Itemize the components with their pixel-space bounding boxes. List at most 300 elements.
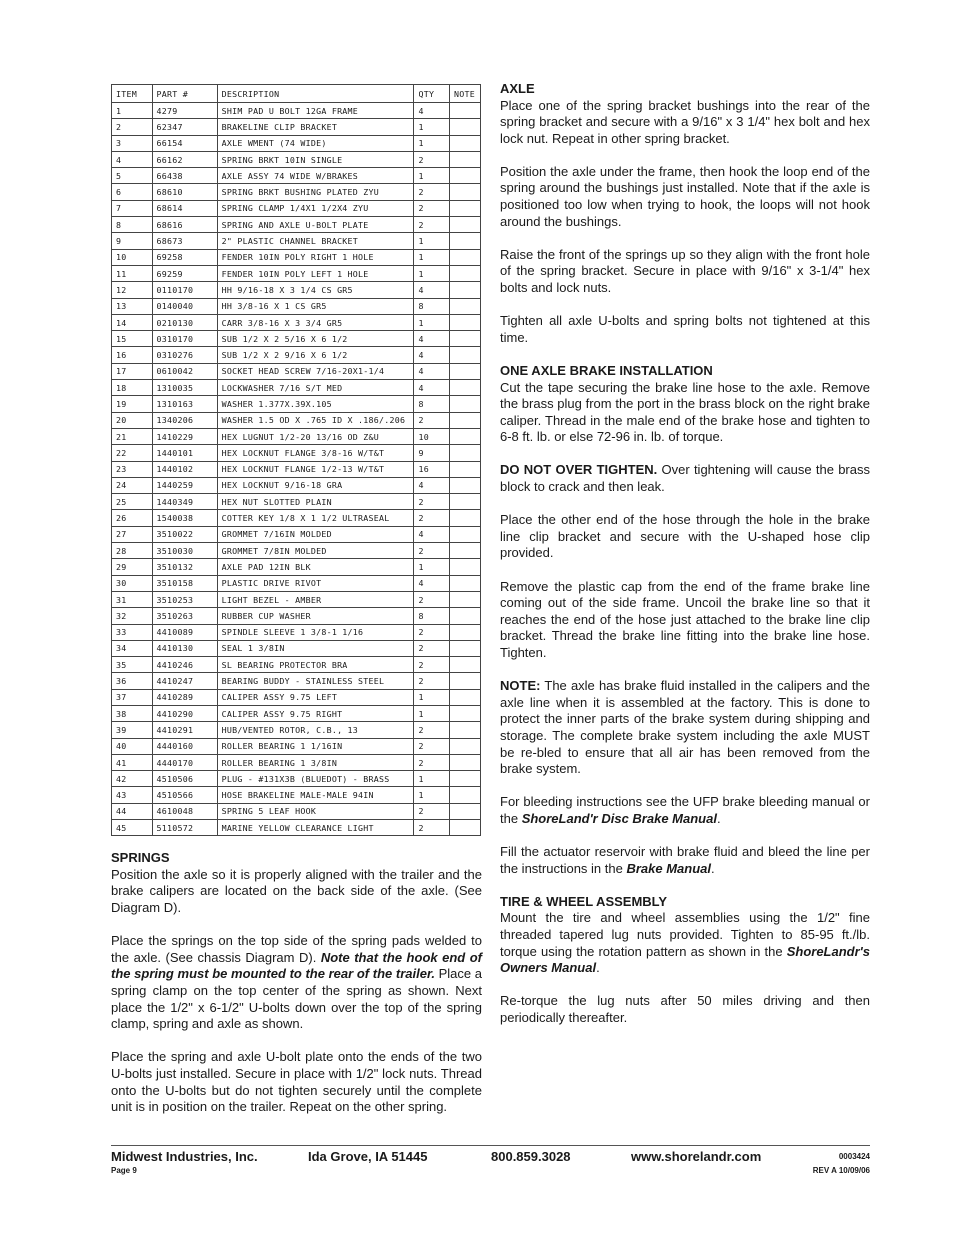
page-footer (111, 1145, 870, 1175)
cell-description: SPRING BRKT BUSHING PLATED ZYU (217, 184, 414, 200)
cell-note (450, 477, 481, 493)
brake-note-text: The axle has brake fluid installed in the calipers and the axle line when it is assembled at the factory. This is done to protect the inner parts of the brake system during shipping and storage. The complete brake system including the axle MUST be re-bled to ensure that all air has been removed from the brake system. (500, 678, 870, 777)
cell-part: 4440160 (152, 738, 217, 754)
brake-paragraph-2 (500, 462, 870, 495)
cell-part: 68673 (152, 233, 217, 249)
cell-part: 0140040 (152, 298, 217, 314)
cell-qty: 1 (414, 135, 450, 151)
cell-part: 4410130 (152, 640, 217, 656)
cell-note (450, 265, 481, 281)
table-row (112, 135, 481, 151)
cell-part: 4410289 (152, 689, 217, 705)
cell-description: SUB 1/2 X 2 9/16 X 6 1/2 (217, 347, 414, 363)
brake-warning: DO NOT OVER TIGHTEN. (500, 462, 658, 478)
cell-part: 1310163 (152, 396, 217, 412)
cell-description: LOCKWASHER 7/16 S/T MED (217, 380, 414, 396)
table-row (112, 624, 481, 640)
brake-title: ONE AXLE BRAKE INSTALLATION (500, 363, 713, 378)
cell-item: 17 (112, 363, 153, 379)
tire-paragraph-2: Re-torque the lug nuts after 50 miles driving and then periodically thereafter. (500, 993, 870, 1025)
cell-description: HEX LUGNUT 1/2-20 13/16 OD Z&U (217, 428, 414, 444)
tire-title: TIRE & WHEEL ASSEMBLY (500, 893, 668, 909)
cell-description: HUB/VENTED ROTOR, C.B., 13 (217, 722, 414, 738)
cell-note (450, 494, 481, 510)
cell-qty: 4 (414, 282, 450, 298)
cell-note (450, 575, 481, 591)
cell-note (450, 559, 481, 575)
cell-description: AXLE PAD 12IN BLK (217, 559, 414, 575)
header-description: DESCRIPTION (217, 85, 414, 103)
cell-description: SPRING CLAMP 1/4X1 1/2X4 ZYU (217, 200, 414, 216)
cell-description: SEAL 1 3/8IN (217, 640, 414, 656)
axle-paragraph-1: Place one of the spring bracket bushings into the rear of the spring bracket and secure with a 9/16" x 3 1/4" hex bolt and hex lock nut. Repeat in other spring bracket. (500, 97, 870, 146)
cell-item: 38 (112, 705, 153, 721)
cell-qty: 1 (414, 559, 450, 575)
cell-description: CARR 3/8-16 X 3 3/4 GR5 (217, 314, 414, 330)
cell-note (450, 689, 481, 705)
cell-description: BEARING BUDDY - STAINLESS STEEL (217, 673, 414, 689)
table-row (112, 184, 481, 200)
cell-item: 16 (112, 347, 153, 363)
brake-p6-text-c: . (716, 810, 721, 826)
cell-qty: 2 (414, 217, 450, 233)
cell-note (450, 624, 481, 640)
table-row (112, 754, 481, 770)
springs-paragraph-1: Position the axle so it is properly aligned with the trailer and the brake calipers are located on the back side of the axle. (See Diagram D). (111, 866, 482, 916)
cell-description: WASHER 1.5 OD X .765 ID X .186/.206 (217, 412, 414, 428)
cell-qty: 4 (414, 575, 450, 591)
cell-qty: 2 (414, 184, 450, 200)
cell-item: 36 (112, 673, 153, 689)
cell-item: 12 (112, 282, 153, 298)
brake-note-label: NOTE: (500, 678, 541, 694)
cell-part: 1440349 (152, 494, 217, 510)
parts-table-header (112, 85, 481, 103)
table-row (112, 428, 481, 444)
cell-description: AXLE WMENT (74 WIDE) (217, 135, 414, 151)
cell-description: SPRING 5 LEAF HOOK (217, 803, 414, 819)
cell-note (450, 363, 481, 379)
cell-part: 0310170 (152, 331, 217, 347)
cell-part: 68616 (152, 217, 217, 233)
table-row (112, 494, 481, 510)
footer-revision: REV A 10/09/06 (812, 1166, 870, 1175)
cell-item: 6 (112, 184, 153, 200)
cell-description: LIGHT BEZEL - AMBER (217, 591, 414, 607)
parts-table-body (112, 103, 481, 836)
cell-part: 4410089 (152, 624, 217, 640)
cell-item: 25 (112, 494, 153, 510)
cell-part: 66438 (152, 168, 217, 184)
springs-title: SPRINGS (111, 850, 170, 866)
cell-part: 62347 (152, 119, 217, 135)
cell-part: 1340206 (152, 412, 217, 428)
cell-item: 14 (112, 314, 153, 330)
cell-note (450, 722, 481, 738)
cell-note (450, 282, 481, 298)
axle-title: AXLE (500, 81, 535, 96)
table-row (112, 608, 481, 624)
cell-part: 1440102 (152, 461, 217, 477)
cell-part: 4510566 (152, 787, 217, 803)
springs-p2-text-a: Place the springs on the top side of the spring pads welded to the axle. (See chassis Diagram D). (111, 933, 482, 965)
cell-description: GROMMET 7/16IN MOLDED (217, 526, 414, 542)
brake-paragraph-4: Remove the plastic cap from the end of the frame brake line coming out of the side frame. Uncoil the brake line so that it reaches the end of the hose just attached to the brake line clip bracket. Thread the brake line fitting into the brake line hose. Tighten. (500, 578, 870, 660)
right-column (500, 81, 870, 1043)
table-row (112, 705, 481, 721)
cell-item: 43 (112, 787, 153, 803)
cell-part: 66162 (152, 151, 217, 167)
table-row (112, 119, 481, 135)
brake-p7-text-c: . (711, 860, 715, 876)
cell-description: SOCKET HEAD SCREW 7/16-20X1-1/4 (217, 363, 414, 379)
cell-description: RUBBER CUP WASHER (217, 608, 414, 624)
cell-description: HEX LOCKNUT 9/16-18 GRA (217, 477, 414, 493)
cell-qty: 1 (414, 705, 450, 721)
cell-item: 37 (112, 689, 153, 705)
cell-qty: 2 (414, 803, 450, 819)
brake-p6-text-a: For bleeding instructions see the UFP brake bleeding manual or the (500, 794, 870, 826)
cell-part: 4440170 (152, 754, 217, 770)
cell-note (450, 657, 481, 673)
cell-item: 11 (112, 265, 153, 281)
cell-qty: 2 (414, 200, 450, 216)
table-row (112, 380, 481, 396)
cell-qty: 4 (414, 380, 450, 396)
cell-note (450, 298, 481, 314)
cell-item: 10 (112, 249, 153, 265)
springs-paragraph-3: Place the spring and axle U-bolt plate onto the ends of the two U-bolts just installed. Secure in place with 1/2" lock nuts. Thread onto the U-bolts but do not tighten securely until the complete unit is in position on the trailer. Repeat on the other spring. (111, 1049, 482, 1115)
cell-qty: 2 (414, 151, 450, 167)
cell-note (450, 738, 481, 754)
cell-part: 5110572 (152, 820, 217, 836)
cell-note (450, 803, 481, 819)
cell-note (450, 526, 481, 542)
footer-company: Midwest Industries, Inc. (111, 1149, 258, 1164)
table-row (112, 543, 481, 559)
cell-description: CALIPER ASSY 9.75 LEFT (217, 689, 414, 705)
cell-item: 24 (112, 477, 153, 493)
cell-part: 1310035 (152, 380, 217, 396)
cell-item: 20 (112, 412, 153, 428)
cell-part: 4510506 (152, 771, 217, 787)
brake-paragraph-1: Cut the tape securing the brake line hose to the axle. Remove the brass plug from the port in the brass block on the right brake caliper. Thread in the male end of the brake hose and tighten to 6-8 ft. lb. or else 72-96 in. lb. of torque. (500, 379, 870, 445)
cell-description: PLASTIC DRIVE RIVOT (217, 575, 414, 591)
footer-website: www.shorelandr.com (631, 1149, 762, 1164)
cell-description: SPRING AND AXLE U-BOLT PLATE (217, 217, 414, 233)
footer-phone: 800.859.3028 (491, 1149, 571, 1164)
cell-qty: 1 (414, 265, 450, 281)
tire-paragraph-1 (500, 910, 870, 976)
table-row (112, 820, 481, 836)
cell-qty: 1 (414, 689, 450, 705)
cell-part: 4279 (152, 103, 217, 119)
cell-note (450, 428, 481, 444)
table-row (112, 591, 481, 607)
cell-item: 23 (112, 461, 153, 477)
table-row (112, 477, 481, 493)
cell-item: 34 (112, 640, 153, 656)
cell-note (450, 591, 481, 607)
cell-item: 33 (112, 624, 153, 640)
cell-part: 3510030 (152, 543, 217, 559)
cell-note (450, 151, 481, 167)
brake-p6-manual: ShoreLand'r Disc Brake Manual (521, 810, 717, 826)
cell-part: 0210130 (152, 314, 217, 330)
cell-qty: 1 (414, 771, 450, 787)
cell-note (450, 754, 481, 770)
cell-part: 4610048 (152, 803, 217, 819)
cell-description: HEX LOCKNUT FLANGE 3/8-16 W/T&T (217, 445, 414, 461)
table-row (112, 510, 481, 526)
cell-qty: 2 (414, 738, 450, 754)
cell-item: 39 (112, 722, 153, 738)
cell-note (450, 347, 481, 363)
footer-page-number: Page 9 (111, 1166, 137, 1175)
cell-description: WASHER 1.377X.39X.105 (217, 396, 414, 412)
springs-paragraph-2 (111, 933, 482, 1033)
cell-part: 68610 (152, 184, 217, 200)
table-row (112, 331, 481, 347)
cell-part: 3510253 (152, 591, 217, 607)
footer-doc-number: 0003424 (838, 1152, 870, 1161)
cell-part: 69258 (152, 249, 217, 265)
cell-note (450, 608, 481, 624)
left-column (111, 84, 482, 1132)
cell-note (450, 217, 481, 233)
tire-p1-text-c: . (596, 960, 600, 976)
cell-note (450, 396, 481, 412)
cell-qty: 2 (414, 754, 450, 770)
cell-part: 3510022 (152, 526, 217, 542)
cell-description: SPINDLE SLEEVE 1 3/8-1 1/16 (217, 624, 414, 640)
table-row (112, 445, 481, 461)
cell-part: 3510263 (152, 608, 217, 624)
cell-item: 41 (112, 754, 153, 770)
springs-p2-text-c: Place a spring clamp on the top center of the spring as shown. Next place the 1/2" x 6-1/2" U-bolts down over the top of the spring clamp, spring and axle as shown. (111, 966, 482, 1032)
cell-description: HEX LOCKNUT FLANGE 1/2-13 W/T&T (217, 461, 414, 477)
axle-paragraph-4: Tighten all axle U-bolts and spring bolts not tightened at this time. (500, 313, 870, 345)
cell-note (450, 200, 481, 216)
cell-part: 66154 (152, 135, 217, 151)
axle-paragraph-3: Raise the front of the springs up so they align with the front hole of the spring bracket. Secure in place with 9/16" x 3-1/4" hex bolts and lock nuts. (500, 246, 870, 296)
cell-item: 42 (112, 771, 153, 787)
cell-note (450, 412, 481, 428)
table-row (112, 298, 481, 314)
cell-description: HH 3/8-16 X 1 CS GR5 (217, 298, 414, 314)
cell-qty: 1 (414, 119, 450, 135)
cell-item: 19 (112, 396, 153, 412)
cell-note (450, 543, 481, 559)
cell-item: 29 (112, 559, 153, 575)
cell-part: 1440259 (152, 477, 217, 493)
cell-note (450, 705, 481, 721)
table-row (112, 233, 481, 249)
cell-qty: 4 (414, 103, 450, 119)
table-row (112, 265, 481, 281)
cell-item: 45 (112, 820, 153, 836)
cell-description: SUB 1/2 X 2 5/16 X 6 1/2 (217, 331, 414, 347)
table-row (112, 771, 481, 787)
cell-note (450, 673, 481, 689)
springs-p2-emphasis: Note that the hook end of the spring must be mounted to the rear of the trailer. (111, 949, 482, 982)
cell-part: 1440101 (152, 445, 217, 461)
cell-part: 4410247 (152, 673, 217, 689)
cell-note (450, 820, 481, 836)
cell-qty: 8 (414, 298, 450, 314)
table-row (112, 803, 481, 819)
cell-note (450, 461, 481, 477)
brake-paragraph-7 (500, 844, 870, 877)
table-row (112, 640, 481, 656)
cell-note (450, 135, 481, 151)
cell-qty: 2 (414, 510, 450, 526)
table-row (112, 412, 481, 428)
cell-item: 18 (112, 380, 153, 396)
table-row (112, 673, 481, 689)
cell-note (450, 640, 481, 656)
cell-qty: 2 (414, 543, 450, 559)
cell-qty: 1 (414, 168, 450, 184)
brake-note (500, 678, 870, 778)
table-row (112, 347, 481, 363)
table-row (112, 282, 481, 298)
cell-note (450, 233, 481, 249)
cell-part: 0610042 (152, 363, 217, 379)
table-row (112, 689, 481, 705)
table-row (112, 657, 481, 673)
cell-note (450, 445, 481, 461)
cell-qty: 2 (414, 412, 450, 428)
cell-item: 22 (112, 445, 153, 461)
cell-item: 15 (112, 331, 153, 347)
cell-qty: 4 (414, 477, 450, 493)
cell-note (450, 314, 481, 330)
cell-description: PLUG - #131X3B (BLUEDOT) - BRASS (217, 771, 414, 787)
cell-note (450, 119, 481, 135)
cell-description: HH 9/16-18 X 3 1/4 CS GR5 (217, 282, 414, 298)
cell-item: 44 (112, 803, 153, 819)
cell-description: AXLE ASSY 74 WIDE W/BRAKES (217, 168, 414, 184)
cell-qty: 1 (414, 233, 450, 249)
cell-qty: 2 (414, 657, 450, 673)
cell-description: SHIM PAD U BOLT 12GA FRAME (217, 103, 414, 119)
cell-qty: 2 (414, 624, 450, 640)
cell-note (450, 771, 481, 787)
cell-description: BRAKELINE CLIP BRACKET (217, 119, 414, 135)
header-item: ITEM (112, 85, 153, 103)
cell-part: 0110170 (152, 282, 217, 298)
cell-description: SL BEARING PROTECTOR BRA (217, 657, 414, 673)
cell-item: 28 (112, 543, 153, 559)
cell-qty: 16 (414, 461, 450, 477)
cell-qty: 1 (414, 787, 450, 803)
cell-item: 4 (112, 151, 153, 167)
cell-qty: 2 (414, 591, 450, 607)
table-row (112, 217, 481, 233)
cell-note (450, 787, 481, 803)
tire-p1-manual: ShoreLandr's Owners Manual (500, 943, 870, 976)
table-row (112, 461, 481, 477)
cell-description: FENDER 10IN POLY LEFT 1 HOLE (217, 265, 414, 281)
table-row (112, 314, 481, 330)
cell-description: COTTER KEY 1/8 X 1 1/2 ULTRASEAL (217, 510, 414, 526)
table-row (112, 526, 481, 542)
cell-item: 8 (112, 217, 153, 233)
cell-item: 2 (112, 119, 153, 135)
cell-qty: 1 (414, 314, 450, 330)
cell-description: SPRING BRKT 10IN SINGLE (217, 151, 414, 167)
cell-part: 0310276 (152, 347, 217, 363)
cell-item: 9 (112, 233, 153, 249)
cell-qty: 2 (414, 722, 450, 738)
cell-qty: 2 (414, 673, 450, 689)
table-row (112, 103, 481, 119)
header-qty: QTY (414, 85, 450, 103)
cell-part: 3510158 (152, 575, 217, 591)
cell-qty: 4 (414, 526, 450, 542)
footer-city: Ida Grove, IA 51445 (308, 1149, 428, 1164)
cell-note (450, 331, 481, 347)
axle-paragraph-2: Position the axle under the frame, then hook the loop end of the spring around the bushings just installed. Note that if the axle is positioned too low when trying to hook, the loops will not hook around the bushings. (500, 163, 870, 229)
cell-part: 3510132 (152, 559, 217, 575)
cell-qty: 8 (414, 396, 450, 412)
cell-part: 4410291 (152, 722, 217, 738)
cell-qty: 2 (414, 640, 450, 656)
cell-note (450, 380, 481, 396)
cell-item: 40 (112, 738, 153, 754)
cell-item: 30 (112, 575, 153, 591)
table-row (112, 738, 481, 754)
cell-note (450, 510, 481, 526)
table-row (112, 249, 481, 265)
cell-note (450, 103, 481, 119)
cell-description: MARINE YELLOW CLEARANCE LIGHT (217, 820, 414, 836)
cell-item: 31 (112, 591, 153, 607)
cell-item: 5 (112, 168, 153, 184)
cell-description: FENDER 10IN POLY RIGHT 1 HOLE (217, 249, 414, 265)
cell-item: 32 (112, 608, 153, 624)
cell-item: 1 (112, 103, 153, 119)
cell-part: 69259 (152, 265, 217, 281)
cell-qty: 2 (414, 494, 450, 510)
cell-part: 1410229 (152, 428, 217, 444)
cell-part: 1540038 (152, 510, 217, 526)
cell-note (450, 168, 481, 184)
cell-item: 13 (112, 298, 153, 314)
brake-p7-manual: Brake Manual (626, 860, 712, 876)
table-row (112, 200, 481, 216)
cell-note (450, 184, 481, 200)
table-row (112, 363, 481, 379)
cell-description: HOSE BRAKELINE MALE-MALE 94IN (217, 787, 414, 803)
table-row (112, 722, 481, 738)
cell-note (450, 249, 481, 265)
brake-paragraph-3: Place the other end of the hose through the hole in the brake line clip bracket and secure with the U-shaped hose clip provided. (500, 512, 870, 561)
cell-description: HEX NUT SLOTTED PLAIN (217, 494, 414, 510)
cell-item: 3 (112, 135, 153, 151)
cell-description: ROLLER BEARING 1 3/8IN (217, 754, 414, 770)
table-row (112, 575, 481, 591)
table-row (112, 787, 481, 803)
cell-qty: 9 (414, 445, 450, 461)
brake-p2-text: Over tightening will cause the brass block to crack and then leak. (500, 462, 870, 495)
cell-description: ROLLER BEARING 1 1/16IN (217, 738, 414, 754)
table-row (112, 559, 481, 575)
cell-part: 4410290 (152, 705, 217, 721)
cell-qty: 1 (414, 249, 450, 265)
cell-qty: 4 (414, 331, 450, 347)
